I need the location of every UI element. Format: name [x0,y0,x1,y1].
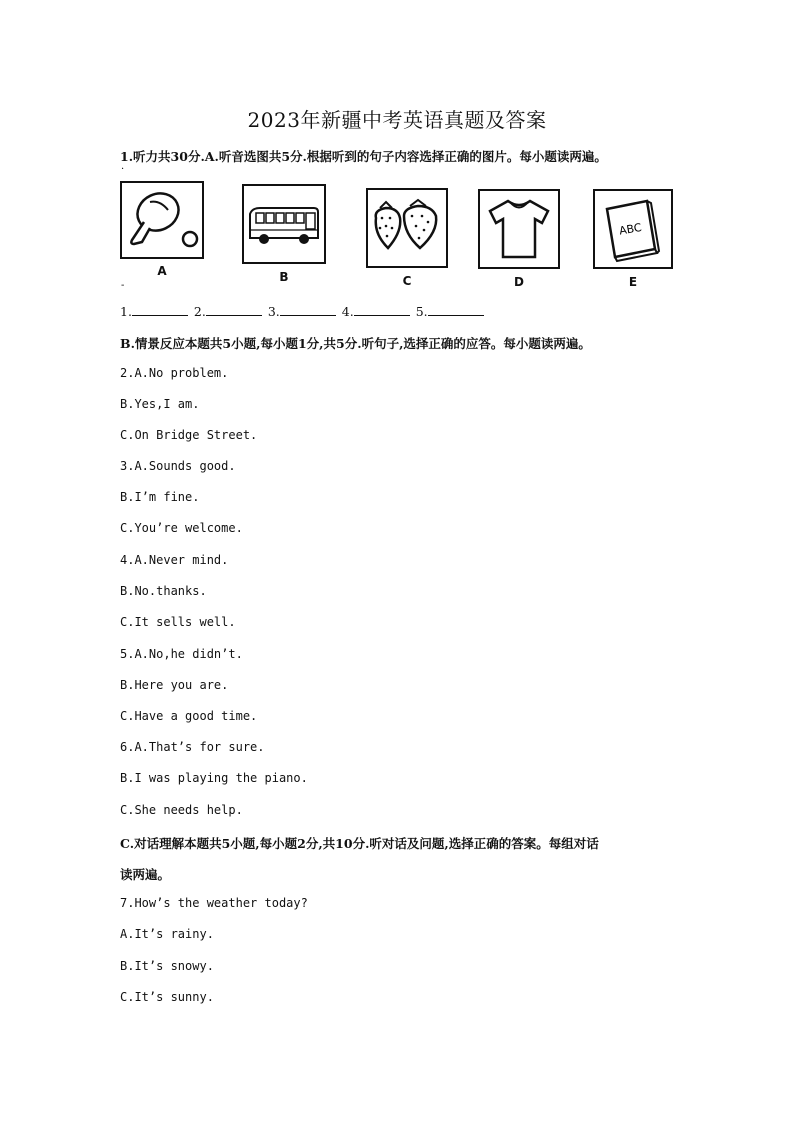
picture-d [478,189,560,289]
sectionB-heading: B.情景反应本题共5小题,每小题1分,共5分.听句子,选择正确的应答。每小题读两遍。 [120,336,591,351]
picture-row [118,180,678,290]
list-item: B.Here you are. [120,678,229,692]
section1-heading: 1.听力共30分.A.听音选图共5分.根据听到的句子内容选择正确的图片。每小题读两遍。 [120,149,607,164]
list-item: C.You’re welcome. [120,521,243,535]
answer-blank[interactable] [354,303,410,316]
list-item: 3.A.Sounds good. [120,459,236,473]
picture-e [593,189,673,289]
list-item: B.No.thanks. [120,584,207,598]
abc-book-icon [593,189,673,269]
answer-blank[interactable] [428,303,484,316]
speck-dot: · [121,164,125,175]
blank-number: 5. [415,304,428,319]
page-title: 2023年新疆中考英语真题及答案 [247,108,547,132]
list-item: 5.A.No,he didn’t. [120,647,243,661]
blank-number: 2. [193,304,206,319]
answer-blank[interactable] [206,303,262,316]
list-item: 6.A.That’s for sure. [120,740,265,754]
bus-icon [242,184,326,264]
list-item: B.Yes,I am. [120,397,200,411]
list-item: C.Have a good time. [120,709,258,723]
picture-label-e: E [628,275,638,289]
sectionC-heading: C.对话理解本题共5小题,每小题2分,共10分.听对话及问题,选择正确的答案。每组对话 [120,836,599,851]
blank-number: 1. [120,304,132,319]
picture-label-d: D [514,275,524,289]
picture-label-b: B [279,270,289,284]
picture-label-c: C [402,274,412,288]
answer-blank[interactable] [132,303,188,316]
list-item: 7.How’s the weather today? [120,896,308,910]
picture-a [120,180,204,278]
list-item: C.She needs help. [120,803,243,817]
list-item: B.I was playing the piano. [120,771,308,785]
list-item: 4.A.Never mind. [120,553,229,567]
list-item: C.It sells well. [120,615,236,629]
list-item: 2.A.No problem. [120,366,229,380]
list-item: A.It’s rainy. [120,927,214,941]
blank-number: 3. [267,304,280,319]
strawberries-icon [366,188,448,268]
picture-c [366,188,448,288]
picture-b [242,184,326,284]
list-item: C.On Bridge Street. [120,428,258,442]
sectionC-heading-cont: 读两遍。 [120,867,171,882]
list-item: C.It’s sunny. [120,990,214,1004]
blank-number: 4. [341,304,354,319]
answer-blank[interactable] [280,303,336,316]
ping-pong-icon [120,180,204,260]
answer-blanks [120,303,486,319]
picture-label-a: A [157,264,167,278]
list-item: B.It’s snowy. [120,959,214,973]
t-shirt-icon [478,189,560,269]
speck-dot: - [121,280,125,291]
book-text: ABC [618,220,643,238]
list-item: B.I’m fine. [120,490,200,504]
